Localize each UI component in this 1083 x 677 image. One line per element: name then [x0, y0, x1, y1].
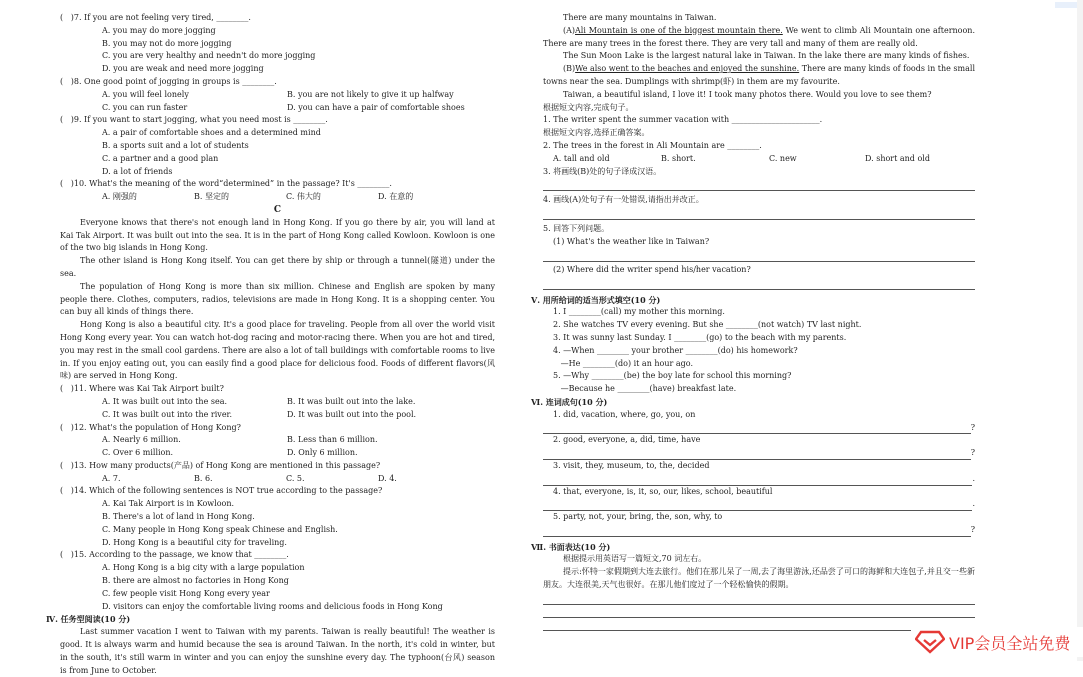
paren: ( [60, 460, 64, 470]
section-7-heading: Ⅶ. 书面表达(10 分) [531, 541, 611, 552]
writing-prompt: 提示:怀特一家假期到大连去旅行。他们在那儿呆了一周,去了海里游泳,还品尝了可口的海鲜和大连包子,并且交一些新朋友。大连很美,天气也很好。在那儿他们度过了一个轻松愉快的假期。 [543, 567, 975, 590]
answer-line[interactable] [543, 422, 975, 435]
paren: ( [60, 179, 64, 189]
option: A. tall and old [553, 153, 610, 163]
paren: ( [60, 115, 64, 125]
passage-paragraph: The Sun Moon Lake is the largest natural lake in Taiwan. In the lake there are many kinds of fishes. [563, 51, 970, 61]
answer-line[interactable] [543, 473, 975, 486]
end-mark: ? [970, 422, 975, 432]
option: C. 伟大的 [286, 192, 321, 202]
question-text: )12. What's the population of Hong Kong? [63, 422, 241, 432]
option: B. 6. [194, 473, 213, 483]
section-6-heading: Ⅵ. 连词成句(10 分) [531, 396, 608, 407]
options [60, 473, 495, 486]
question-text: )13. How many products(产品) of Hong Kong are mentioned in this passage? [63, 460, 381, 470]
left-column [46, 0, 495, 677]
answer-line[interactable] [543, 207, 975, 220]
option: B. Less than 6 million. [287, 435, 378, 445]
fill-item: 2. She watches TV every evening. But she ________(not watch) TV last night. [553, 320, 862, 330]
end-mark: . [972, 473, 975, 483]
option: C. you are very healthy and needn't do more jogging [102, 51, 316, 61]
option: B. there are almost no factories in Hong Kong [102, 576, 289, 586]
question-12 [60, 422, 495, 435]
task-3: 3. 将画线(B)处的句子译成汉语。 [543, 166, 662, 176]
answer-line[interactable] [543, 249, 975, 262]
option: A. It was built out into the sea. [102, 396, 228, 406]
question-text: )15. According to the passage, we know that ________. [63, 550, 289, 560]
diamond-icon [915, 630, 945, 654]
reorder-item: 1. did, vacation, where, go, you, on [553, 409, 696, 419]
answer-line[interactable] [543, 605, 975, 618]
answer-line[interactable] [543, 498, 975, 511]
passage-paragraph: Hong Kong is also a beautiful city. It's a good place for traveling. People from all over the world visit Hong Kong every year. You can watch hot-dog racing and motor-racing there. When you are hot and tired, you may rest in the small cool gardens. There are also a lot of tall buildings with comfortable rooms to live in. If you enjoy eating out, you can easily find a good place for delicious food. Foods of different flavors(风味) are served in Hong Kong. [60, 320, 495, 381]
underlined-sentence-a: Ali Mountain is one of the biggest mountain there. [575, 25, 783, 35]
option: A. Kai Tak Airport is in Kowloon. [102, 499, 235, 509]
question-14 [60, 485, 495, 498]
question-9 [60, 114, 495, 127]
vip-banner[interactable] [911, 627, 1083, 657]
options [60, 102, 495, 115]
fill-item: 4. —When ________ your brother ________(do) his homework? [553, 345, 798, 355]
option: B. a sports suit and a lot of students [102, 140, 249, 150]
passage-text: There are many kinds of foods in the small towns near the sea. Dumplings with shrimp(虾) in them are my favourite. [543, 64, 976, 86]
sub-question: (1) What's the weather like in Taiwan? [553, 236, 710, 246]
option: C. you can run faster [102, 102, 188, 112]
option: D. Only 6 million. [287, 448, 358, 458]
reorder-item: 4. that, everyone, is, it, so, our, likes, school, beautiful [553, 486, 773, 496]
question-8 [60, 76, 495, 89]
question-13 [60, 460, 495, 473]
question-text: ( [60, 13, 64, 22]
option: B. you may not do more jogging [102, 38, 232, 48]
label-b: (B) [563, 64, 576, 74]
option: D. a lot of friends [102, 166, 173, 176]
fill-item: —Because he ________(have) breakfast late. [553, 384, 737, 394]
passage-paragraph: Taiwan, a beautiful island, I love it! I took many photos there. Would you love to see them? [563, 89, 932, 99]
option: B. It was built out into the lake. [287, 396, 416, 406]
task-1: 1. The writer spent the summer vacation with ______________________. [543, 115, 823, 125]
option: D. short and old [865, 153, 930, 163]
section-c-heading: C [273, 204, 282, 215]
answer-line[interactable] [543, 178, 975, 191]
section-4-heading: Ⅳ. 任务型阅读(10 分) [46, 614, 131, 625]
option: A. 7. [102, 473, 121, 483]
label-a: (A) [563, 25, 576, 35]
options [60, 89, 495, 102]
options [60, 396, 495, 409]
fill-item: —He ________(do) it an hour ago. [553, 358, 693, 368]
passage-text: We went to climb Ali Mountain one afternoon. There are many trees in the forest there. They are very tall and many of them are really old. [543, 25, 975, 48]
options [60, 447, 495, 460]
option: C. few people visit Hong Kong every year [102, 588, 270, 598]
scrollbar[interactable] [1077, 0, 1083, 661]
question-15 [60, 549, 495, 562]
toolbar-tab [1055, 2, 1077, 8]
question-text: )11. Where was Kai Tak Airport built? [63, 384, 224, 394]
option: D. you can have a pair of comfortable shoes [287, 102, 465, 112]
option: B. short. [661, 153, 696, 163]
end-mark: ? [970, 448, 975, 458]
option: B. 坚定的 [194, 192, 229, 202]
fill-item: 1. I ________(call) my mother this morning. [553, 307, 725, 317]
option: A. you will feel lonely [102, 89, 189, 99]
question-7 [60, 12, 495, 25]
option: D. 4. [378, 473, 397, 483]
options [60, 191, 495, 204]
option: D. you are weak and need more jogging [102, 64, 264, 74]
task-2: 2. The trees in the forest in Ali Mountain are ________. [543, 140, 762, 150]
option: A. Nearly 6 million. [102, 435, 181, 445]
option: D. Hong Kong is a beautiful city for traveling. [102, 537, 287, 547]
reorder-item: 3. visit, they, museum, to, the, decided [553, 460, 710, 470]
instruction: 根据短文内容,完成句子。 [543, 102, 634, 112]
option: D. It was built out into the pool. [287, 409, 417, 419]
answer-line[interactable] [543, 592, 975, 605]
question-10 [60, 178, 495, 191]
question-text: )10. What's the meaning of the word“determined” in the passage? It's ________. [63, 179, 392, 189]
options [60, 409, 495, 422]
paren: ( [60, 422, 64, 432]
option: A. a pair of comfortable shoes and a determined mind [102, 128, 321, 138]
right-column [531, 0, 976, 631]
option: C. Many people in Hong Kong speak Chinese and English. [102, 524, 338, 534]
options [543, 153, 975, 166]
answer-line[interactable] [543, 524, 975, 537]
paren: ( [60, 486, 64, 496]
option: C. new [769, 153, 797, 163]
question-text: )9. If you want to start jogging, what you need most is ________. [63, 115, 328, 125]
option: D. visitors can enjoy the comfortable living rooms and delicious foods in Hong Kong [102, 601, 443, 611]
question-text: )8. One good point of jogging in groups is ________. [63, 76, 277, 86]
section-5-heading: Ⅴ. 用所给词的适当形式填空(10 分) [531, 294, 661, 305]
option: B. you are not likely to give it up halfway [287, 89, 454, 99]
passage-paragraph [543, 63, 975, 89]
option: A. Hong Kong is a big city with a large population [102, 563, 305, 573]
fill-item: 3. It was sunny last Sunday. I ________(go) to the beach with my parents. [553, 332, 847, 342]
task-4: 4. 画线(A)处句子有一处错误,请指出并改正。 [543, 195, 704, 205]
option: C. a partner and a good plan [102, 153, 219, 163]
sub-question: (2) Where did the writer spend his/her vacation? [553, 264, 751, 274]
passage-paragraph [543, 25, 975, 51]
end-mark: ? [970, 524, 975, 534]
reorder-item: 5. party, not, your, bring, the, son, why, to [553, 512, 723, 522]
answer-line[interactable] [543, 447, 975, 460]
instruction: 根据提示用英语写一篇短文,70 词左右。 [563, 554, 707, 564]
vip-banner-text: VIP会员全站免费 [949, 633, 1071, 653]
passage-paragraph: The other island is Hong Kong itself. You can get there by ship or through a tunnel(隧道) under the sea. [60, 256, 495, 278]
option: C. It was built out into the river. [102, 409, 233, 419]
passage-paragraph: Last summer vacation I went to Taiwan with my parents. Taiwan is really beautiful! The weather is good. It is always warm and humid because the sea is around Taiwan. In the north, it's cold in winter, but in the south, it's still warm in winter and you can enjoy the sunshine every day. The typhoon(台风) season is from June to October. [60, 627, 495, 675]
question-text: )14. Which of the following sentences is NOT true according to the passage? [63, 486, 383, 496]
task-5: 5. 回答下列问题。 [543, 224, 610, 234]
options [60, 434, 495, 447]
option: C. Over 6 million. [102, 448, 174, 458]
question-11 [60, 383, 495, 396]
option: D. 在意的 [378, 192, 414, 202]
option: A. 刚强的 [102, 192, 137, 202]
underlined-sentence-b: We also went to the beaches and enjoyed the sunshine. [575, 64, 800, 74]
passage-paragraph: Everyone knows that there's not enough land in Hong Kong. If you go there by air, you will land at Kai Tak Airport. It was built out into the sea. It is in the part of Hong Kong called Kowloon. Kowloon is one of the two big islands in Hong Kong. [60, 217, 495, 253]
paren: ( [60, 550, 64, 560]
paren: ( [60, 76, 64, 86]
answer-line[interactable] [543, 277, 975, 290]
paren: ( [60, 384, 64, 394]
instruction: 根据短文内容,选择正确答案。 [543, 128, 650, 138]
option: C. 5. [286, 473, 305, 483]
option: B. There's a lot of land in Hong Kong. [102, 512, 255, 522]
option: A. you may do more jogging [102, 25, 216, 35]
passage-line: There are many mountains in Taiwan. [563, 13, 717, 22]
end-mark: . [972, 499, 975, 509]
fill-item: 5. —Why ________(be) the boy late for school this morning? [553, 371, 792, 381]
question-text: )7. If you are not feeling very tired, ________. [63, 13, 251, 22]
passage-paragraph: The population of Hong Kong is more than six million. Chinese and English are spoken by many people there. Clothes, computers, radios, televisions are made in Hong Kong. It is a shopping center. You can buy all kinds of things there. [60, 281, 495, 317]
reorder-item: 2. good, everyone, a, did, time, have [553, 435, 701, 445]
